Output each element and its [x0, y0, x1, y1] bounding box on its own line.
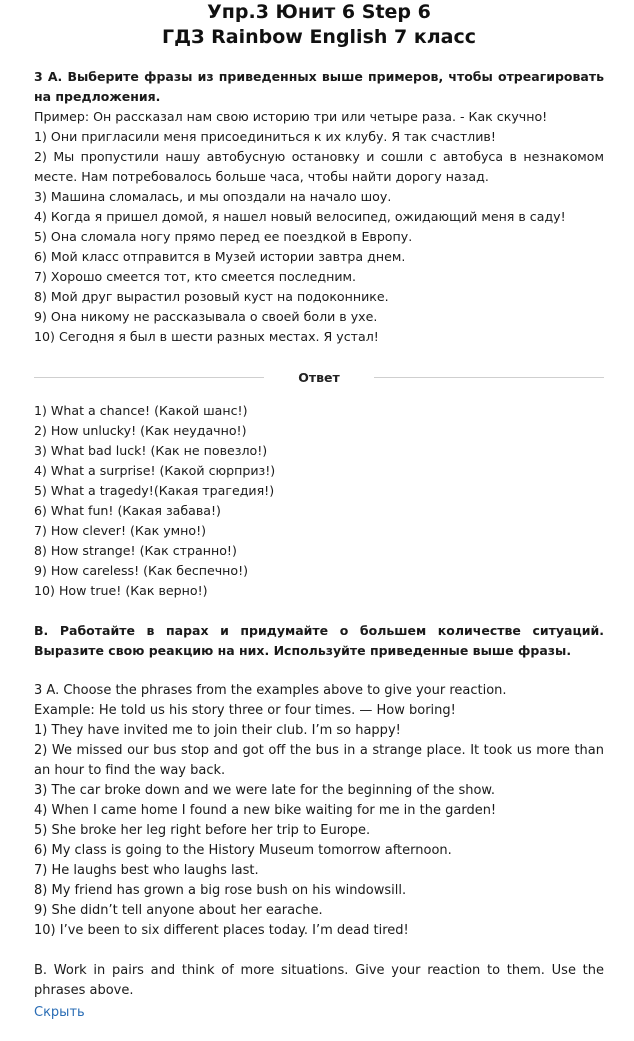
task-en-line: Example: He told us his story three or four times. — How boring!: [34, 703, 456, 718]
task-ru-line: 5) Она сломала ногу прямо перед ее поездкой в Европу.: [34, 229, 413, 244]
task-b-ru: В. Работайте в парах и придумайте о большем количестве ситуаций. Выразите свою реакцию на них. Используйте приведенные выше фразы.: [34, 623, 604, 658]
task-en-line: 3 A. Choose the phrases from the examples above to give your reaction.: [34, 683, 507, 698]
task-ru-line: 8) Мой друг вырастил розовый куст на подоконнике.: [34, 289, 389, 304]
task-en-line: 10) I’ve been to six different places today. I’m dead tired!: [34, 923, 409, 938]
task-en-line: 6) My class is going to the History Museum tomorrow afternoon.: [34, 843, 452, 858]
task-en-line: 9) She didn’t tell anyone about her earache.: [34, 903, 323, 918]
answer-divider: [34, 367, 604, 387]
title-line-1: Упр.3 Юнит 6 Step 6: [207, 1, 431, 23]
task-ru-line: 9) Она никому не рассказывала о своей боли в ухе.: [34, 309, 378, 324]
answer-item: 2) How unlucky! (Как неудачно!): [34, 423, 247, 438]
answer-item: 9) How careless! (Как беспечно!): [34, 563, 249, 578]
task-en-line: 3) The car broke down and we were late for the beginning of the show.: [34, 783, 495, 798]
task-ru-line: 1) Они пригласили меня присоединиться к их клубу. Я так счастлив!: [34, 129, 496, 144]
task-ru-line: 7) Хорошо смеется тот, кто смеется последним.: [34, 269, 357, 284]
page-title: [34, 0, 604, 50]
task-en-line: 8) My friend has grown a big rose bush on his windowsill.: [34, 883, 407, 898]
task-ru-line: Пример: Он рассказал нам свою историю три или четыре раза. - Как скучно!: [34, 109, 548, 124]
task-en-line: 5) She broke her leg right before her trip to Europe.: [34, 823, 371, 838]
task-en-lines: [34, 681, 604, 941]
task-ru-line: 2) Мы пропустили нашу автобусную остановку и сошли с автобуса в незнакомом месте. Нам потребовалось больше часа, чтобы найти дорогу назад.: [34, 149, 604, 184]
divider-line-right: [374, 377, 604, 378]
title-line-2: ГДЗ Rainbow English 7 класс: [161, 26, 477, 48]
task-en-block: [34, 681, 604, 1023]
answer-item: 3) What bad luck! (Как не повезло!): [34, 443, 268, 458]
task-ru-line: 10) Сегодня я был в шести разных местах. Я устал!: [34, 329, 379, 344]
hide-link[interactable]: Скрыть: [34, 1005, 85, 1020]
task-en-line: 7) He laughs best who laughs last.: [34, 863, 259, 878]
answer-item: 4) What a surprise! (Какой сюрприз!): [34, 463, 276, 478]
divider-line-left: [34, 377, 264, 378]
task-ru-lines: [34, 107, 604, 347]
task-en-b: B. Work in pairs and think of more situations. Give your reaction to them. Use the phrases above.: [34, 963, 604, 998]
answer-item: 6) What fun! (Какая забава!): [34, 503, 221, 518]
answer-label: Ответ: [298, 369, 340, 385]
task-en-line: 1) They have invited me to join their club. I’m so happy!: [34, 723, 401, 738]
task-ru-line: 6) Мой класс отправится в Музей истории завтра днем.: [34, 249, 406, 264]
answer-item: 5) What a tragedy!(Какая трагедия!): [34, 483, 275, 498]
task-en-line: 4) When I came home I found a new bike waiting for me in the garden!: [34, 803, 497, 818]
task-en-line: 2) We missed our bus stop and got off the bus in a strange place. It took us more than an hour to find the way back.: [34, 743, 604, 778]
answer-item: 7) How clever! (Как умно!): [34, 523, 207, 538]
answer-item: 8) How strange! (Как странно!): [34, 543, 237, 558]
task-ru-line: 3) Машина сломалась, и мы опоздали на начало шоу.: [34, 189, 392, 204]
task-ru-heading: 3 А. Выберите фразы из приведенных выше примеров, чтобы отреагировать на предложения.: [34, 69, 604, 104]
answer-item: 10) How true! (Как верно!): [34, 583, 208, 598]
answer-item: 1) What a chance! (Какой шанс!): [34, 403, 248, 418]
answer-list: [34, 401, 604, 601]
task-ru-line: 4) Когда я пришел домой, я нашел новый велосипед, ожидающий меня в саду!: [34, 209, 566, 224]
